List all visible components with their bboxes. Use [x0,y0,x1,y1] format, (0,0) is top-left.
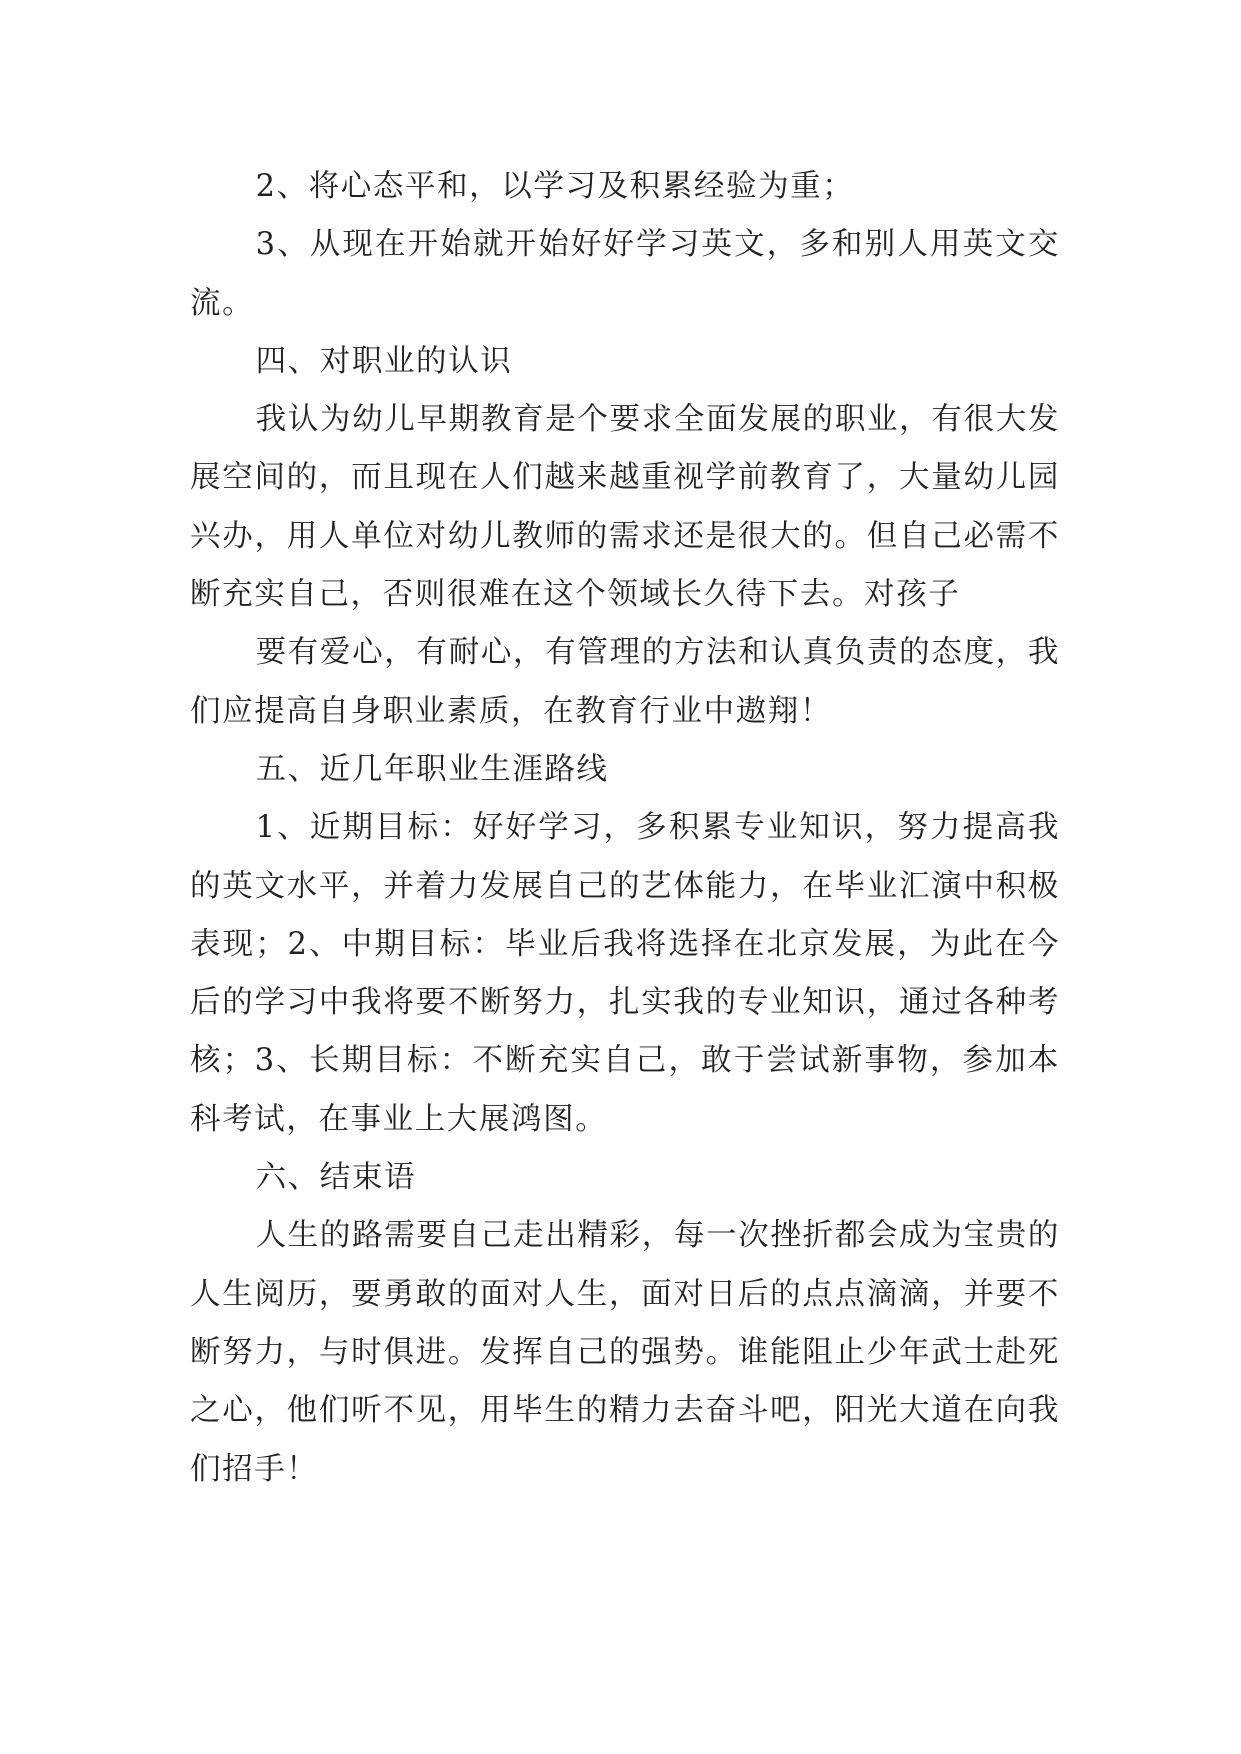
body-paragraph: 我认为幼儿早期教育是个要求全面发展的职业，有很大发展空间的，而且现在人们越来越重视学前教育了，大量幼儿园兴办，用人单位对幼儿教师的需求还是很大的。但自己必需不断充实自己，否则很难在这个领域长久待下去。对孩子 [190,402,1060,613]
section-heading-career-path: 五、近几年职业生涯路线 [255,751,609,787]
list-item-2: 2、将心态平和，以学习及积累经验为重； [255,169,855,204]
body-paragraph: 人生的路需要自己走出精彩，每一次挫折都会成为宝贵的人生阅历，要勇敢的面对人生，面对日后的点点滴滴，并要不断努力，与时俱进。发挥自己的强势。谁能阻止少年武士赴死之心，他们听不见，用毕生的精力去奋斗吧，阳光大道在向我们招手！ [190,1218,1060,1487]
document-body [190,158,1060,1499]
body-paragraph: 1、近期目标：好好学习，多积累专业知识，努力提高我的英文水平，并着力发展自己的艺体能力，在毕业汇演中积极表现；2、中期目标：毕业后我将选择在北京发展，为此在今后的学习中我将要不断努力，扎实我的专业知识，通过各种考核；3、长期目标：不断充实自己，敢于尝试新事物，参加本科考试，在事业上大展鸿图。 [190,810,1060,1137]
body-paragraph: 要有爱心，有耐心，有管理的方法和认真负责的态度，我们应提高自身职业素质，在教育行业中遨翔！ [190,635,1060,729]
section-heading-career-understanding: 四、对职业的认识 [255,343,513,379]
list-item-3: 3、从现在开始就开始好好学习英文，多和别人用英文交流。 [190,227,1060,321]
section-heading-conclusion: 六、结束语 [255,1160,417,1196]
